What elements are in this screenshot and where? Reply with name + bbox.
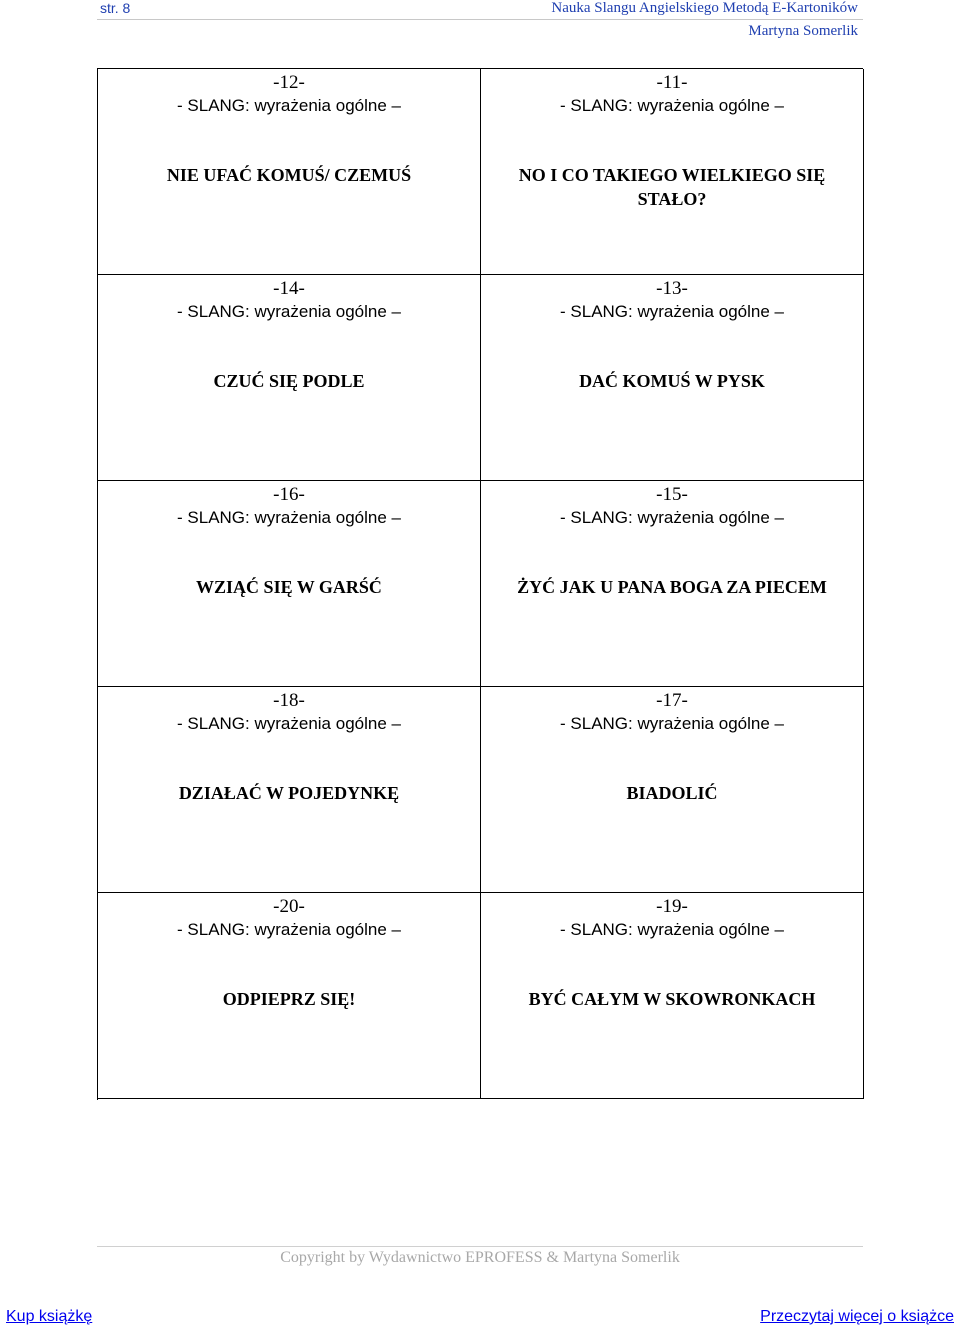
author-name: Martyna Somerlik [748,23,858,39]
flashcard [481,687,864,893]
flashcard [481,69,864,275]
flashcard [481,481,864,687]
card-category: - SLANG: wyrażenia ogólne – [560,96,784,115]
card-phrase: NIE UFAĆ KOMUŚ/ CZEMUŚ [166,165,412,185]
copyright-notice: Copyright by Wydawnictwo EPROFESS & Martyna Somerlik [280,1249,680,1266]
header-divider [97,19,863,20]
card-number: -14- [273,278,305,299]
flashcard [98,275,481,481]
page-number: str. 8 [100,0,131,16]
flashcard-grid [97,68,863,1100]
flashcard [98,893,481,1099]
card-category: - SLANG: wyrażenia ogólne – [560,920,784,939]
card-number: -19- [656,896,688,917]
card-phrase: DAĆ KOMUŚ W PYSK [579,371,765,391]
card-number: -18- [273,690,305,711]
card-number: -20- [273,896,305,917]
footer-divider [97,1246,863,1247]
read-more-link[interactable]: Przeczytaj więcej o książce [760,1308,954,1325]
card-number: -17- [656,690,688,711]
card-number: -13- [656,278,688,299]
card-category: - SLANG: wyrażenia ogólne – [560,302,784,321]
card-phrase: NO I CO TAKIEGO WIELKIEGO SIĘ STAŁO? [518,165,826,209]
card-phrase: DZIAŁAĆ W POJEDYNKĘ [178,783,400,803]
card-number: -16- [273,484,305,505]
flashcard [98,481,481,687]
card-number: -15- [656,484,688,505]
card-category: - SLANG: wyrażenia ogólne – [560,714,784,733]
card-category: - SLANG: wyrażenia ogólne – [177,714,401,733]
card-number: -11- [656,72,688,93]
flashcard [481,893,864,1099]
buy-book-link[interactable]: Kup książkę [6,1308,93,1325]
card-phrase: WZIĄĆ SIĘ W GARŚĆ [196,577,382,597]
card-number: -12- [273,72,305,93]
flashcard [98,69,481,275]
card-category: - SLANG: wyrażenia ogólne – [177,302,401,321]
card-phrase: BIADOLIĆ [626,783,718,803]
card-phrase: CZUĆ SIĘ PODLE [213,371,365,391]
card-phrase: BYĆ CAŁYM W SKOWRONKACH [528,989,816,1009]
flashcard [98,687,481,893]
card-category: - SLANG: wyrażenia ogólne – [177,920,401,939]
card-category: - SLANG: wyrażenia ogólne – [177,508,401,527]
card-phrase: ODPIEPRZ SIĘ! [222,989,356,1009]
book-title: Nauka Slangu Angielskiego Metodą E-Kartoników [551,0,858,16]
card-category: - SLANG: wyrażenia ogólne – [177,96,401,115]
card-category: - SLANG: wyrażenia ogólne – [560,508,784,527]
card-phrase: ŻYĆ JAK U PANA BOGA ZA PIECEM [517,577,827,597]
flashcard [481,275,864,481]
page-header [0,0,960,48]
